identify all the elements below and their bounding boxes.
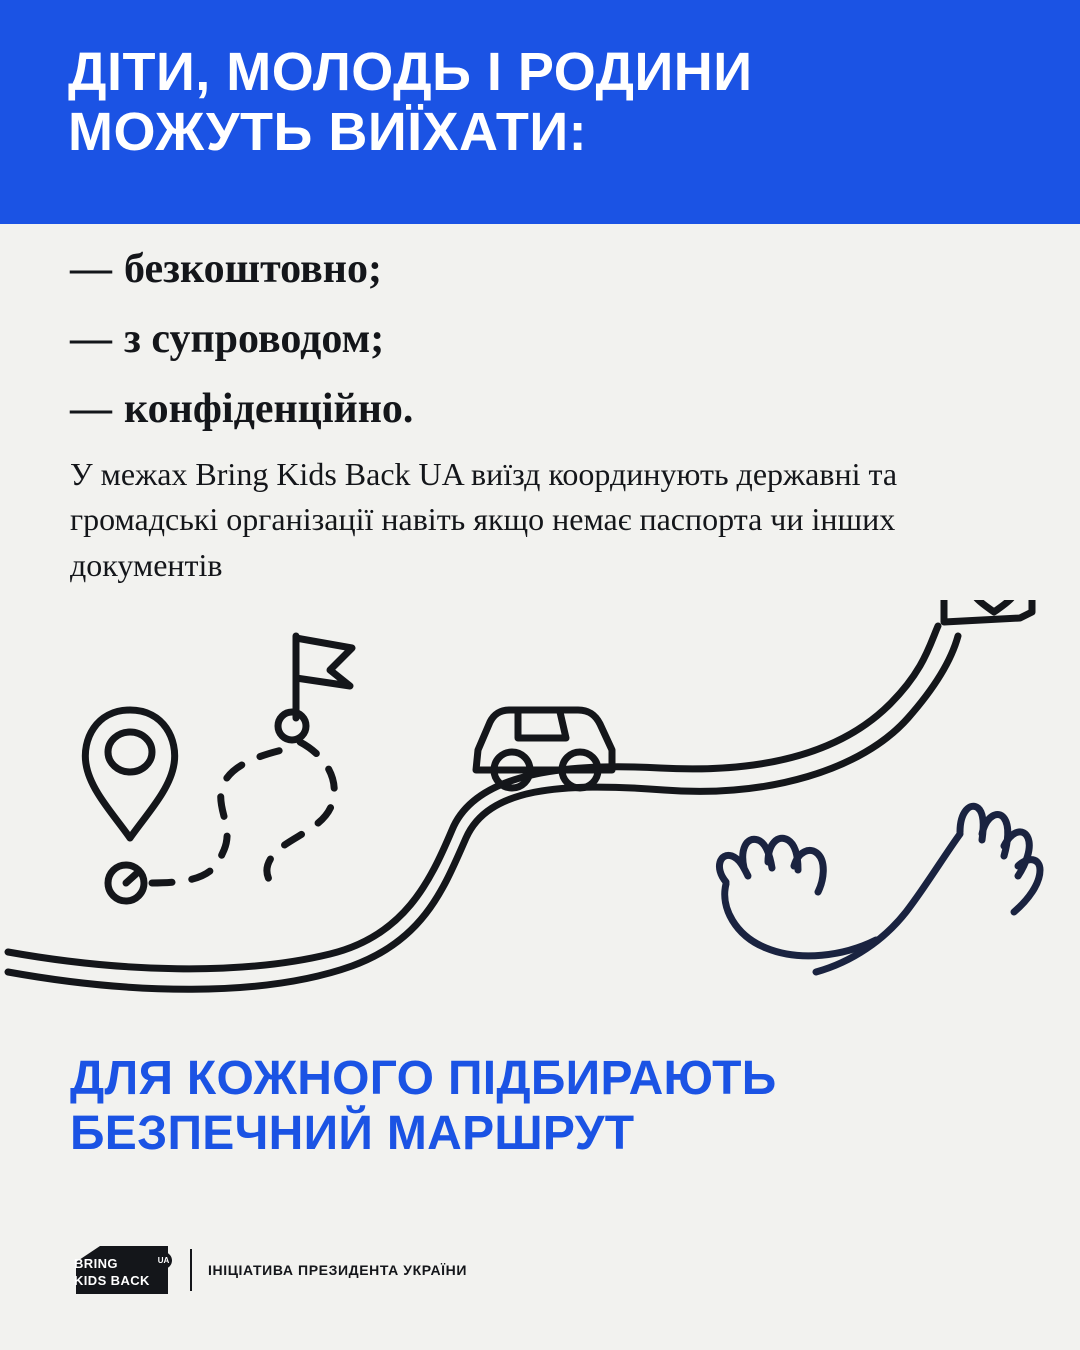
logo-lockup: [70, 1240, 467, 1300]
list-item: [70, 318, 970, 360]
bring-kids-back-logo-icon: [70, 1244, 174, 1296]
list-item-label: з супроводом;: [124, 316, 385, 362]
list-item-label: конфіденційно.: [124, 386, 414, 432]
page-title: ДІТИ, МОЛОДЬ І РОДИНИ МОЖУТЬ ВИЇХАТИ:: [68, 42, 753, 163]
list-item: [70, 388, 970, 430]
flag-icon: [278, 636, 352, 740]
logo-divider: [190, 1249, 192, 1291]
dash-icon: —: [70, 246, 112, 292]
bullet-list: [70, 248, 970, 458]
house-with-heart-icon: [944, 600, 1032, 622]
location-pin-icon: [85, 710, 174, 838]
logo-line-2: KIDS BACK: [74, 1272, 150, 1288]
logo-line-1: BRING: [74, 1256, 118, 1271]
list-item: [70, 248, 970, 290]
illustration: [0, 600, 1080, 1030]
dash-icon: —: [70, 386, 112, 432]
dash-icon: —: [70, 316, 112, 362]
footer-headline: ДЛЯ КОЖНОГО ПІДБИРАЮТЬ БЕЗПЕЧНИЙ МАРШРУТ: [70, 1052, 777, 1160]
logo-ua-badge: UA: [155, 1252, 172, 1269]
dashed-route-icon: [152, 742, 334, 888]
car-icon: [476, 710, 612, 788]
hands-icon: [719, 806, 1040, 972]
logo-caption: ІНІЦІАТИВА ПРЕЗИДЕНТА УКРАЇНИ: [208, 1261, 468, 1278]
target-circle-icon: [108, 865, 144, 901]
body-paragraph: У межах Bring Kids Back UA виїзд координують державні та громадські організації навіть якщо немає паспорта чи інших документів: [70, 456, 898, 583]
list-item-label: безкоштовно;: [124, 246, 382, 292]
